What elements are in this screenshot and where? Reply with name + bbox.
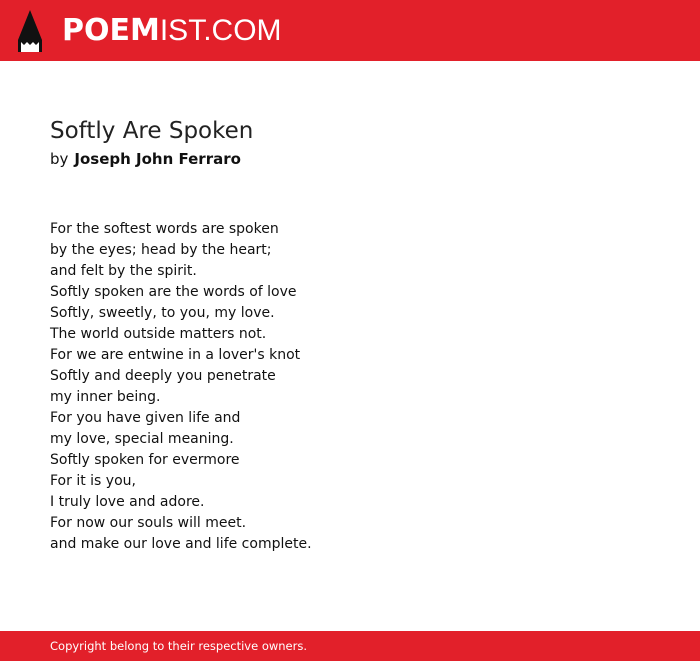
poem-line: and make our love and life complete. bbox=[50, 536, 312, 552]
poem-line: Softly and deeply you penetrate bbox=[50, 368, 276, 384]
poem-line: my inner being. bbox=[50, 389, 161, 405]
poem-line: Softly spoken are the words of love bbox=[50, 284, 297, 300]
poem-line: Softly spoken for evermore bbox=[50, 452, 240, 468]
poem-line: For it is you, bbox=[50, 473, 136, 489]
site-logo-text[interactable] bbox=[62, 14, 282, 48]
poem-line: The world outside matters not. bbox=[50, 326, 267, 342]
by-label: by bbox=[50, 150, 69, 168]
poem-line: by the eyes; head by the heart; bbox=[50, 242, 272, 258]
poem-line: For we are entwine in a lover's knot bbox=[50, 347, 301, 363]
brand-bold: POEM bbox=[62, 13, 160, 48]
brand-light: IST.COM bbox=[159, 14, 282, 47]
poem-line: I truly love and adore. bbox=[50, 494, 205, 510]
poem-line: my love, special meaning. bbox=[50, 431, 234, 447]
site-footer bbox=[0, 631, 700, 661]
poem-line: and felt by the spirit. bbox=[50, 263, 197, 279]
poem-line: For you have given life and bbox=[50, 410, 241, 426]
poem-line: For now our souls will meet. bbox=[50, 515, 247, 531]
site-header bbox=[0, 0, 700, 61]
poem-title: Softly Are Spoken bbox=[50, 118, 254, 144]
poem-body bbox=[50, 219, 650, 555]
poem-line: For the softest words are spoken bbox=[50, 221, 279, 237]
byline bbox=[50, 149, 241, 169]
copyright-text: Copyright belong to their respective owners. bbox=[50, 639, 308, 653]
poem-line: Softly, sweetly, to you, my love. bbox=[50, 305, 275, 321]
pencil-icon[interactable] bbox=[18, 10, 42, 52]
author-name: Joseph John Ferraro bbox=[74, 150, 241, 168]
